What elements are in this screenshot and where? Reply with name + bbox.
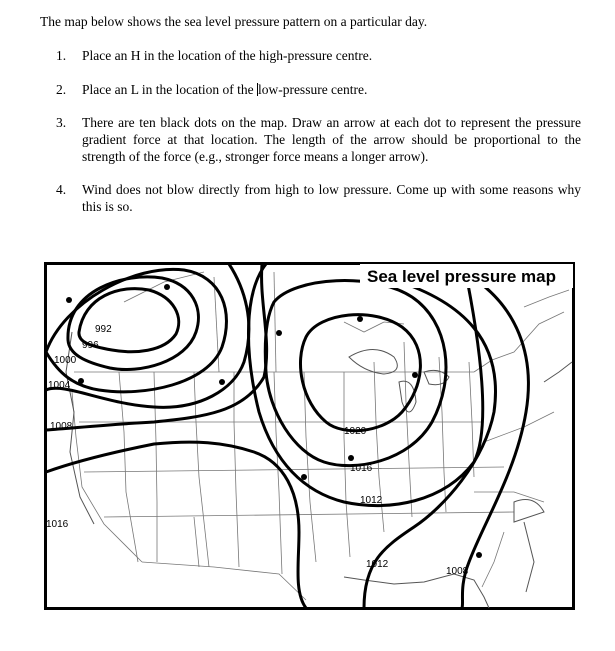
black-dot xyxy=(412,372,418,378)
question-text: Wind does not blow directly from high to low pressure. Come up with some reasons why this is so. xyxy=(82,182,581,214)
question-text: There are ten black dots on the map. Draw an arrow at each dot to represent the pressure gradient force at that location. The length of the arrow should be proportional to the strength of the force (e.g., stronger force means a longer arrow). xyxy=(82,115,581,164)
isobar-label-1000: 1000 xyxy=(54,355,77,366)
map-title: Sea level pressure map xyxy=(367,267,557,286)
black-dot xyxy=(348,455,354,461)
black-dot xyxy=(276,330,282,336)
isobar-label-992: 992 xyxy=(95,324,112,335)
sea-level-pressure-map xyxy=(44,262,576,612)
isobar-label-1008-west: 1008 xyxy=(50,421,73,432)
question-number: 4. xyxy=(56,182,67,197)
isobar-label-1020: 1020 xyxy=(344,426,367,437)
isobar-label-1012-mid: 1012 xyxy=(360,495,383,506)
isobar-label-1008-east: 1008 xyxy=(446,566,469,577)
question-number: 2. xyxy=(56,82,67,97)
question-text: Place an H in the location of the high-pressure centre. xyxy=(82,48,373,63)
isobar-label-1004: 1004 xyxy=(48,380,71,391)
black-dot xyxy=(164,284,170,290)
question-4 xyxy=(56,181,581,215)
question-number: 1. xyxy=(56,48,67,63)
question-1 xyxy=(56,47,581,64)
black-dot xyxy=(219,379,225,385)
black-dot xyxy=(476,552,482,558)
map-frame xyxy=(46,264,574,609)
isobar-label-1016-west: 1016 xyxy=(46,519,69,530)
question-text[interactable] xyxy=(82,81,581,98)
intro-text: The map below shows the sea level pressure pattern on a particular day. xyxy=(40,14,428,29)
black-dot xyxy=(357,316,363,322)
question-text-part-2: low-pressure centre. xyxy=(257,82,368,97)
isobar-label-1016-east: 1016 xyxy=(350,463,373,474)
question-2 xyxy=(56,81,581,98)
black-dot xyxy=(66,297,72,303)
isobar-label-1012-south: 1012 xyxy=(366,559,389,570)
isobar-label-996: 996 xyxy=(82,340,99,351)
question-text-part-1: Place an L in the location of the xyxy=(82,82,257,97)
question-number: 3. xyxy=(56,115,67,130)
black-dot xyxy=(78,378,84,384)
black-dot xyxy=(301,474,307,480)
question-3 xyxy=(56,114,581,165)
